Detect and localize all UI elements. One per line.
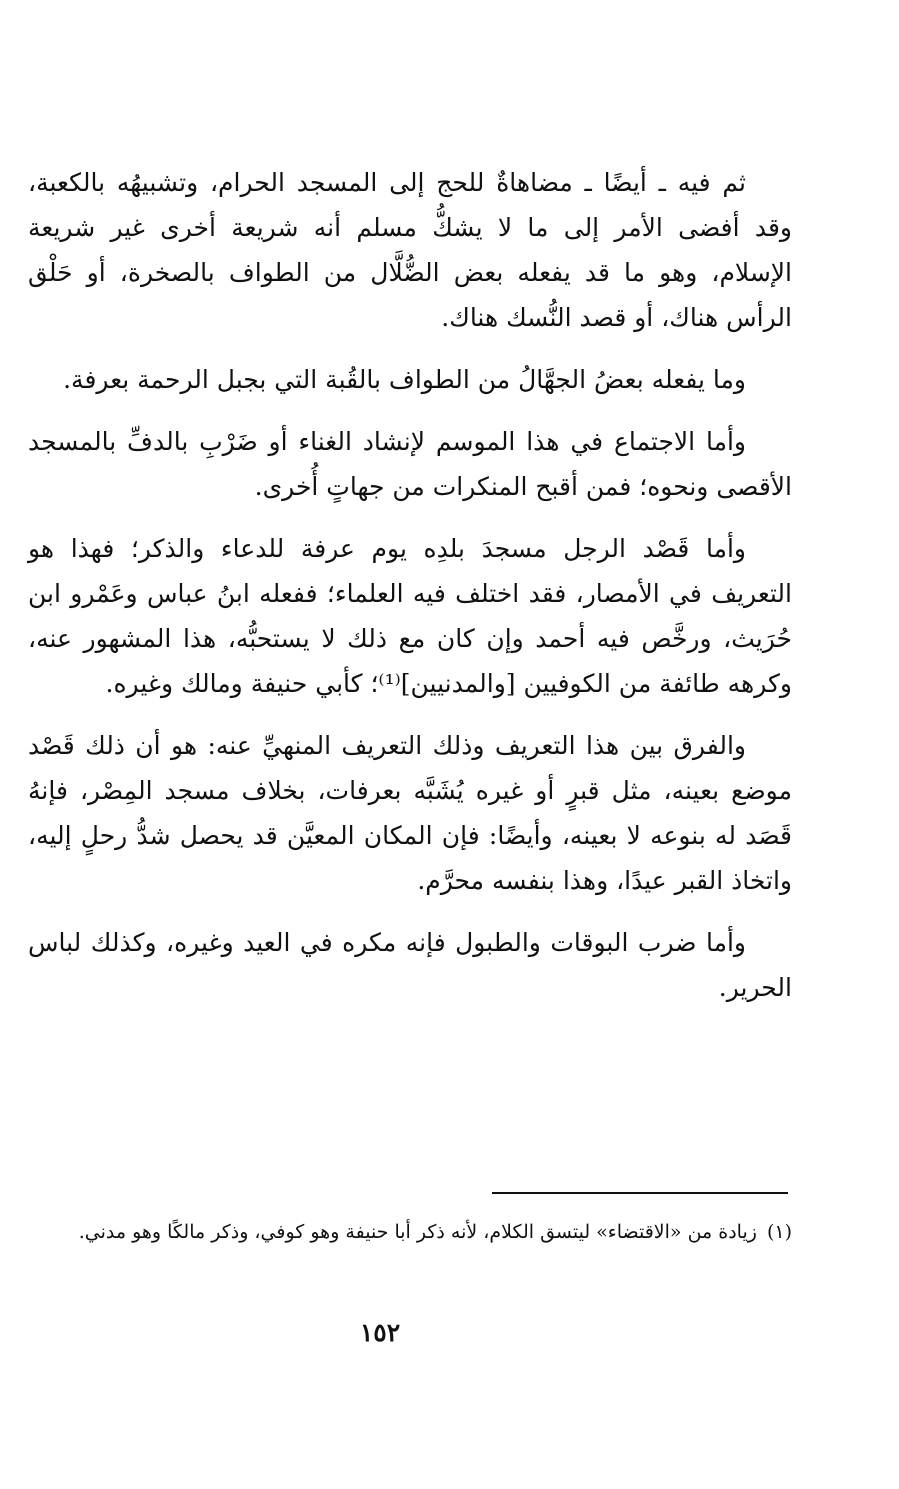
paragraph-1: ثم فيه ـ أيضًا ـ مضاهاةٌ للحج إلى المسجد الحرام، وتشبيهُه بالكعبة، وقد أفضى الأمر إلى ما لا يشكُّ مسلم أنه شريعة أخرى غير شريعة الإسلام، وهو ما قد يفعله بعض الضُّلَّال من الطواف بالصخرة، أو حَلْق الرأس هناك، أو قصد النُّسك هناك.	[28, 168, 792, 332]
main-text	[28, 160, 792, 1010]
footnote-divider	[492, 1192, 788, 1194]
paragraph-6: وأما ضرب البوقات والطبول فإنه مكره في العيد وغيره، وكذلك لباس الحرير.	[28, 928, 792, 1002]
paragraph-4: وأما قَصْد الرجل مسجدَ بلدِه يوم عرفة للدعاء والذكر؛ فهذا هو التعريف في الأمصار، فقد اختلف فيه العلماء؛ ففعله ابنُ عباس وعَمْرو ابن حُرَيث، ورخَّص فيه أحمد وإن كان مع ذلك لا يستحبُّه، هذا المشهور عنه، وكرهه طائفة من الكوفيين [والمدنيين]⁽¹⁾؛ كأبي حنيفة ومالك وغيره.	[28, 534, 792, 698]
paragraph-2: وما يفعله بعضُ الجهَّالُ من الطواف بالقُبة التي بجبل الرحمة بعرفة.	[63, 365, 746, 394]
page-number: ١٥٢	[359, 1318, 401, 1347]
paragraph-3: وأما الاجتماع في هذا الموسم لإنشاد الغناء أو ضَرْبِ بالدفِّ بالمسجد الأقصى ونحوه؛ فمن أقبح المنكرات من جهاتٍ أُخرى.	[28, 427, 792, 501]
footnote-number: (١)	[766, 1221, 792, 1243]
paragraph-5: والفرق بين هذا التعريف وذلك التعريف المنهيِّ عنه: هو أن ذلك قَصْد موضع بعينه، مثل قبرٍ أو غيره يُشَبَّه بعرفات، بخلاف مسجد المِصْر، فإنهُ قَصَد له بنوعه لا بعينه، وأيضًا: فإن المكان المعيَّن قد يحصل شدُّ رحلٍ إليه، واتخاذ القبر عيدًا، وهذا بنفسه محرَّم.	[28, 731, 792, 895]
footnote-text: زيادة من «الاقتضاء» ليتسق الكلام، لأنه ذكر أبا حنيفة وهو كوفي، وذكر مالكًا وهو مدني.	[78, 1221, 757, 1243]
footnote	[28, 1215, 792, 1249]
